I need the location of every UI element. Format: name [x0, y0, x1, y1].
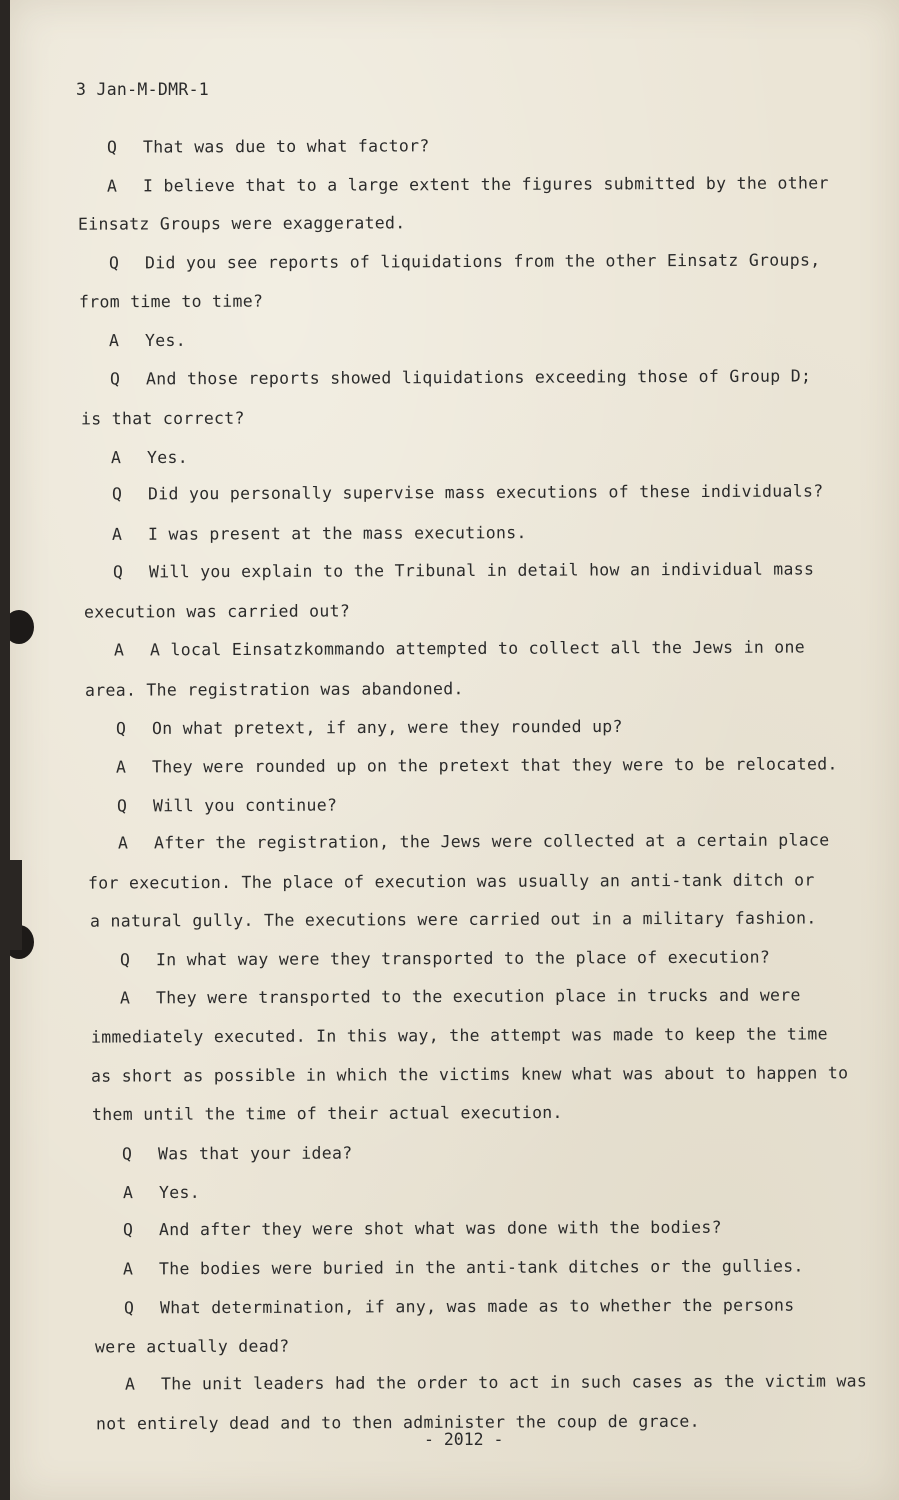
transcript-line: [110, 366, 811, 389]
speaker-label: Q: [111, 484, 123, 504]
transcript-line: [112, 481, 824, 504]
line-text: In what way were they transported to the place of execution?: [155, 947, 771, 970]
transcript-line: [78, 213, 406, 234]
transcript-line: [116, 754, 838, 777]
speaker-label: A: [119, 988, 131, 1008]
speaker-label: Q: [121, 1144, 133, 1164]
line-text: That was due to what factor?: [142, 136, 430, 157]
binding-edge-mark: [10, 860, 22, 950]
line-text: And after they were shot what was done with the bodies?: [158, 1217, 722, 1240]
speaker-label: Q: [123, 1298, 135, 1318]
line-text: I was present at the mass executions.: [147, 523, 527, 544]
line-text: After the registration, the Jews were collected at a certain place: [153, 830, 830, 853]
line-text: Will you continue?: [152, 795, 338, 816]
speaker-label: Q: [108, 253, 120, 273]
line-text: immediately executed. In this way, the attempt was made to keep the time: [90, 1024, 828, 1047]
line-text: The bodies were buried in the anti-tank ditches or the gullies.: [158, 1256, 804, 1279]
transcript-line: [107, 173, 829, 196]
transcript-line: [120, 948, 770, 971]
line-text: Did you personally supervise mass executions of these individuals?: [147, 481, 824, 504]
speaker-label: A: [106, 176, 118, 196]
line-text: as short as possible in which the victims knew what was about to happen to: [90, 1063, 849, 1086]
transcript-line: [111, 448, 188, 468]
line-text: were actually dead?: [94, 1336, 290, 1357]
transcript-line: [81, 409, 245, 430]
line-text: area. The registration was abandoned.: [84, 679, 464, 700]
transcript-page: [10, 0, 899, 1500]
transcript-line: [84, 601, 350, 622]
document-reference: 3 Jan-M-DMR-1: [76, 80, 210, 99]
line-text: a natural gully. The executions were carried out in a military fashion.: [89, 908, 817, 931]
line-text: Will you explain to the Tribunal in detail how an individual mass: [148, 559, 815, 582]
line-text: Yes.: [144, 330, 186, 351]
transcript-line: [123, 1257, 804, 1280]
line-text: What determination, if any, was made as to whether the persons: [159, 1295, 795, 1318]
speaker-label: A: [113, 640, 125, 660]
line-text: is that correct?: [80, 408, 245, 429]
speaker-label: Q: [109, 369, 121, 389]
transcript-line: [114, 637, 805, 660]
transcript-line: [125, 1371, 867, 1394]
line-text: Yes.: [158, 1182, 200, 1203]
transcript-line: [112, 523, 527, 545]
speaker-label: Q: [122, 1220, 134, 1240]
punch-hole-upper: [10, 610, 34, 644]
transcript-line: [117, 796, 337, 817]
transcript-line: [109, 250, 821, 273]
transcript-line: [124, 1296, 795, 1319]
speaker-label: A: [111, 524, 123, 544]
speaker-label: Q: [116, 796, 128, 816]
transcript-line: [123, 1218, 722, 1241]
line-text: The unit leaders had the order to act in such cases as the victim was: [160, 1371, 868, 1394]
speaker-label: Q: [112, 562, 124, 582]
speaker-label: A: [122, 1259, 134, 1279]
page-number: - 2012 -: [424, 1430, 504, 1449]
speaker-label: A: [124, 1374, 136, 1394]
speaker-label: A: [115, 757, 127, 777]
speaker-label: A: [110, 448, 122, 468]
line-text: Did you see reports of liquidations from the other Einsatz Groups,: [144, 250, 821, 273]
speaker-label: A: [117, 833, 129, 853]
line-text: Einsatz Groups were exaggerated.: [77, 213, 406, 234]
speaker-label: Q: [119, 950, 131, 970]
line-text: Was that your idea?: [157, 1143, 353, 1164]
transcript-line: [91, 1063, 848, 1086]
speaker-label: A: [122, 1183, 134, 1203]
line-text: for execution. The place of execution was usually an anti-tank ditch or: [87, 870, 815, 893]
transcript-line: [91, 1024, 828, 1047]
line-text: A local Einsatzkommando attempted to collect all the Jews in one: [149, 637, 806, 660]
transcript-line: [116, 717, 623, 739]
transcript-line: [92, 1103, 563, 1125]
transcript-line: [79, 292, 263, 313]
transcript-line: [85, 679, 464, 701]
line-text: They were rounded up on the pretext that they were to be relocated.: [151, 754, 838, 777]
transcript-line: [88, 870, 815, 893]
line-text: from time to time?: [78, 291, 264, 312]
line-text: them until the time of their actual execution.: [91, 1102, 563, 1125]
line-text: They were transported to the execution place in trucks and were: [155, 985, 801, 1008]
line-text: execution was carried out?: [83, 601, 351, 622]
transcript-line: [120, 986, 801, 1009]
transcript-line: [113, 559, 814, 582]
transcript-line: [90, 908, 817, 931]
line-text: And those reports showed liquidations exceeding those of Group D;: [145, 366, 812, 389]
transcript-line: [96, 1412, 700, 1435]
speaker-label: A: [108, 331, 120, 351]
line-text: On what pretext, if any, were they rounded up?: [151, 716, 623, 738]
transcript-line: [95, 1337, 290, 1358]
transcript-line: [109, 331, 186, 351]
line-text: I believe that to a large extent the figures submitted by the other: [142, 173, 829, 196]
line-text: not entirely dead and to then administer the coup de grace.: [95, 1411, 700, 1434]
transcript-line: [123, 1183, 200, 1203]
transcript-line: [118, 830, 830, 853]
transcript-line: [122, 1143, 353, 1164]
speaker-label: Q: [106, 137, 118, 157]
line-text: Yes.: [146, 447, 188, 468]
transcript-line: [107, 136, 430, 157]
speaker-label: Q: [115, 719, 127, 739]
